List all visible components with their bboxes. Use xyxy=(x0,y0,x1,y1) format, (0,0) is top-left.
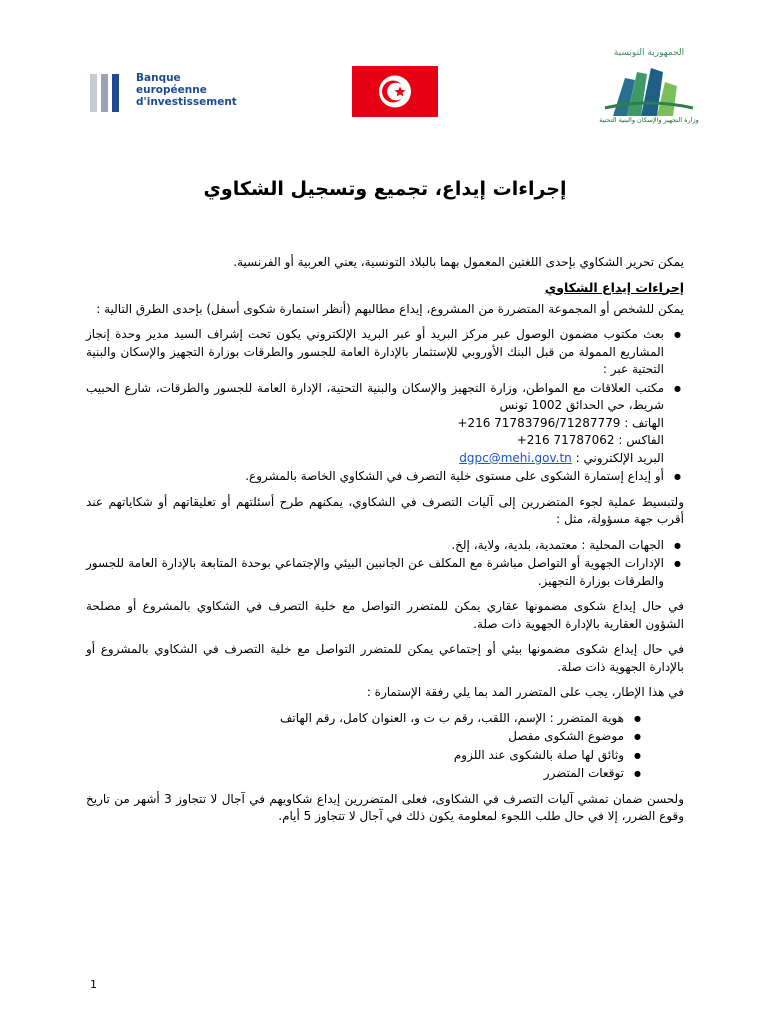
phone-number: +216 71783796/71287779 xyxy=(457,415,621,430)
fax-label: الفاكس : xyxy=(618,433,664,447)
tunisia-flag xyxy=(352,66,438,117)
office-email xyxy=(86,450,664,468)
entity-item: ● الجهات المحلية : معتمدية، بلدية، ولاية، إلخ. xyxy=(86,537,664,555)
office-phone xyxy=(86,415,664,433)
section-heading: إجراءات إيداع الشكاوي xyxy=(544,279,684,295)
land-complaint-paragraph: في حال إيداع شكوى مضمونها عقاري يمكن للمتضرر التواصل مع خلية التصرف في الشكاوي بالمشروع أو مصلحة الشؤون العقارية بالإدارة الجهوية ذات صلة. xyxy=(86,599,684,631)
intro-paragraph: يمكن تحرير الشكاوي بإحدى اللغتين المعمول بهما بالبلاد التونسية، يعني العربية أو الفرنسية. xyxy=(233,255,684,269)
form-items-list xyxy=(86,710,684,783)
page-number: 1 xyxy=(90,978,97,991)
form-item: ● توقعات المتضرر xyxy=(86,765,624,783)
email-label: البريد الإلكتروني : xyxy=(575,450,664,465)
email-link[interactable]: dgpc@mehi.gov.tn xyxy=(459,450,572,465)
method-office xyxy=(86,380,664,468)
bei-logo-text: Banque européenne d'investissement xyxy=(136,72,237,108)
method-mail: ● بعث مكتوب مضمون الوصول عبر مركز البريد أو عبر البريد الإلكتروني يكون تحت إشراف السيد مدير وحدة إنجاز المشاريع الممولة من قبل البنك الأوروبي للإستثمار بالإدارة العامة للجسور والطرقات بوزارة التجهيز والإسكان والبنية التحتية عبر : xyxy=(86,326,664,379)
document-body xyxy=(86,178,684,834)
bei-logo-mark xyxy=(88,72,128,114)
form-item: ● هوية المتضرر : الإسم، اللقب، رقم ب ت و، العنوان كامل، رقم الهاتف xyxy=(86,710,624,728)
form-item: ● وثائق لها صلة بالشكوى عند اللزوم xyxy=(86,747,624,765)
entity-item: ● الإدارات الجهوية أو التواصل مباشرة مع المكلف عن الجانبين البيئي والإجتماعي بوحدة المتابعة بالإدارة العامة للجسور والطرقات بوزارة التجهيز. xyxy=(86,555,664,590)
submission-methods-list xyxy=(86,326,684,486)
env-complaint-paragraph: في حال إيداع شكوى مضمونها بيئي أو إجتماعي يمكن للمتضرر التواصل مع خلية التصرف في الشكاوي بالمشروع أو بالإدارة الجهوية ذات صلة. xyxy=(86,642,684,674)
lead-paragraph: يمكن للشخص أو المجموعة المتضررة من المشروع، إيداع مطالبهم (أنظر استمارة شكوى أسفل) بإحدى الطرق التالية : xyxy=(96,301,684,316)
ministry-logo xyxy=(585,48,713,140)
method-form: ● أو إيداع إستمارة الشكوى على مستوى خلية التصرف في الشكاوي الخاصة بالمشروع. xyxy=(86,468,664,486)
fax-number: +216 71787062 xyxy=(516,433,615,447)
ministry-logo-caption: وزارة التجهيز والإسكان والبنية التحتية xyxy=(599,116,699,124)
form-requirements-paragraph: في هذا الإطار، يجب على المتضرر المد بما يلي رفقة الإستمارة : xyxy=(366,685,684,699)
tunisia-flag-emblem xyxy=(352,66,438,117)
ministry-logo-header: الجمهورية التونسية xyxy=(613,48,685,58)
bei-logo xyxy=(88,72,238,114)
office-address: ● مكتب العلاقات مع المواطن، وزارة التجهيز والإسكان والبنية التحتية، الإدارة العامة للجسور والطرقات، شارع الحبيب شريط، حي الحدائق 1002 تونس xyxy=(86,380,664,412)
simplify-paragraph: ولتبسيط عملية لجوء المتضررين إلى آليات التصرف في الشكاوي، يمكنهم طرح أسئلتهم أو تعليقاتهم أو شكاياتهم عند أقرب جهة مسؤولة، مثل : xyxy=(86,494,684,526)
final-paragraph: ولحسن ضمان تمشي آليات التصرف في الشكاوى، فعلى المتضررين إيداع شكاويهم في آجال لا تتجاوز 3 أشهر من تاريخ وقوع الضرر، إلا في حال طلب اللجوء لمعلومة يكون ذلك في آجال لا تتجاوز 5 أيام. xyxy=(86,791,684,823)
office-fax xyxy=(86,432,664,450)
phone-label: الهاتف : xyxy=(624,415,664,430)
document-title: إجراءات إيداع، تجميع وتسجيل الشكاوي xyxy=(203,178,567,200)
entities-list xyxy=(86,537,684,591)
form-item: ● موضوع الشكوى مفصل xyxy=(86,728,624,746)
